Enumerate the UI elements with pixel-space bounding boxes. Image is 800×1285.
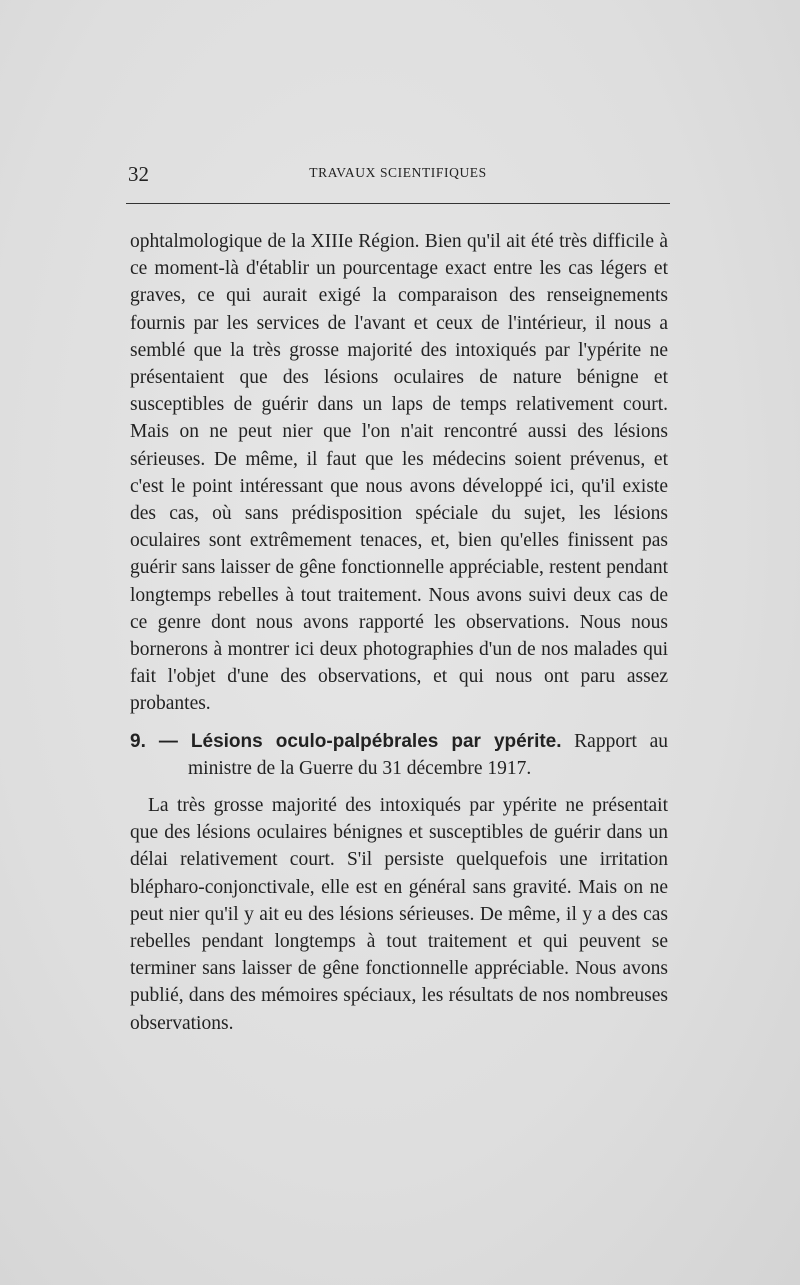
running-head	[128, 162, 668, 186]
page-number: 32	[128, 162, 149, 186]
section-number: 9. —	[130, 730, 191, 752]
section-title: Lésions oculo-palpébrales par ypérite.	[190, 730, 562, 752]
section-reference: Rapport au ministre de la Guerre du 31 décembre 1917.	[188, 730, 669, 779]
section-heading	[130, 728, 668, 782]
body-text	[130, 228, 668, 1037]
header-rule	[126, 203, 670, 204]
paragraph-2: La très grosse majorité des intoxiqués par ypérite ne présentait que des lésions oculaires bénignes et susceptibles de guérir dans un délai relativement court. S'il persiste quelquefois une irritation blépharo-conjonctivale, elle est en général sans gravité. Mais on ne peut nier qu'il y ait eu des lésions sérieuses. De même, il y a des cas rebelles pendant longtemps à tout traitement et qui peuvent se terminer sans laisser de gêne fonctionnelle appréciable. Nous avons publié, dans des mémoires spéciaux, les résultats de nos nombreuses observations.	[130, 795, 668, 1034]
section-9	[130, 728, 668, 782]
running-title: TRAVAUX SCIENTIFIQUES	[309, 165, 487, 180]
paragraph-1: ophtalmologique de la XIIIe Région. Bien qu'il ait été très difficile à ce moment-là d'établir un pourcentage exact entre les cas légers et graves, ce qui aurait exigé la comparaison des renseignements fournis par les services de l'avant et ceux de l'intérieur, il nous a semblé que la très grosse majorité des intoxiqués par l'ypérite ne présentaient que des lésions oculaires de nature bénigne et susceptibles de guérir dans un laps de temps relativement court. Mais on ne peut nier que l'on n'ait rencontré aussi des lésions sérieuses. De même, il faut que les médecins soient prévenus, et c'est le point intéressant que nous avons développé ici, qu'il existe des cas, où sans prédisposition spéciale du sujet, les lésions oculaires sont extrêmement tenaces, et, bien qu'elles finissent pas guérir sans laisser de gêne fonctionnelle appréciable, restent pendant longtemps rebelles à tout traitement. Nous avons suivi deux cas de ce genre dont nous avons rapporté les observations. Nous nous bornerons à montrer ici deux photographies d'un de nos malades qui fait l'objet d'une des observations, et qui nous ont paru assez probantes.	[130, 231, 668, 715]
